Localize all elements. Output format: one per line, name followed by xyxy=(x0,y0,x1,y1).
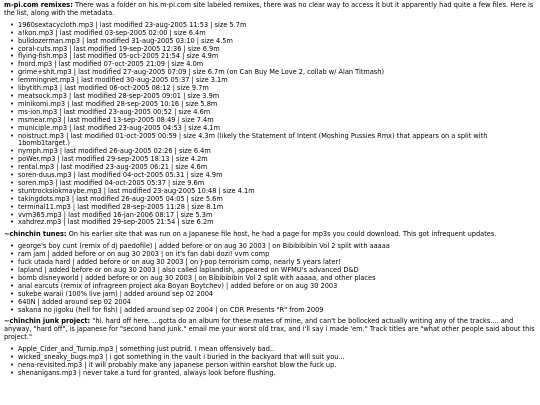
list-item-text: bomb disneyworld | added before or on aug 30 2003 | on Bibibibibin Vol 2 split with aaaaa, and other places xyxy=(18,273,376,282)
list-item-text: fuck utada hard | added before or on aug 30 2003 | on J-pop terrorism comp, nearly 5 years later! xyxy=(18,258,341,267)
list-item-text: sukebe waraii (100% live jam) | added around sep 02 2004 xyxy=(18,289,214,298)
bullet-icon: • xyxy=(10,202,14,211)
bullet-icon: • xyxy=(10,84,14,93)
list-item-text: bulldozerman.mp3 | last modified 31-aug-2005 03:10 | size 4.5m xyxy=(18,36,233,45)
list-item-text: libytith.mp3 | last modified 06-oct-2005 08:12 | size 9.7m xyxy=(18,84,209,93)
list-item-text: lapland | added before or on aug 30 2003 | also called laplandish, appeared on WFMU's advanced D&D xyxy=(18,266,359,274)
bullet-icon: • xyxy=(10,353,14,362)
section-intro xyxy=(4,318,536,342)
bullet-icon: • xyxy=(10,218,14,227)
list-item-text: wicked_sneaky_bugs.mp3 | i got something in the vault i buried in the backyard that will suit you... xyxy=(18,353,345,362)
section-heading: ~chinchin tunes: xyxy=(4,230,67,239)
bullet-icon: • xyxy=(10,289,14,298)
bullet-icon: • xyxy=(10,258,14,267)
bullet-icon: • xyxy=(10,273,14,282)
list-item-text: municiple.mp3 | last modified 23-aug-2005 04:53 | size 4.1m xyxy=(18,123,221,132)
bullet-icon: • xyxy=(10,281,14,290)
bullet-icon: • xyxy=(10,345,14,354)
list-item-text: ram jam | added before or on aug 30 2003 | on it's fan dabi dozi! vvm comp xyxy=(18,250,270,259)
list-item-text: stuntrocksiokmaybe.mp3 | last modified 23-aug-2005 10:48 | size 4.1m xyxy=(18,186,255,195)
list-item xyxy=(10,305,536,315)
section-intro xyxy=(4,231,536,239)
bullet-icon: • xyxy=(10,368,14,377)
list-item-text: takingdots.mp3 | last modified 26-aug-2005 04:05 | size 5.6m xyxy=(18,194,223,203)
bullet-icon: • xyxy=(10,210,14,219)
list-item-text: poWer.mp3 | last modified 29-sep-2005 18:13 | size 4.2m xyxy=(18,155,208,164)
section-chinchin-tunes xyxy=(4,231,536,314)
bullet-icon: • xyxy=(10,99,14,108)
bullet-icon: • xyxy=(10,155,14,164)
bullet-icon: • xyxy=(10,194,14,203)
bullet-icon: • xyxy=(10,44,14,53)
bullet-icon: • xyxy=(10,91,14,100)
list-item-text: sakana no jigoku (hell for fish) | added around sep 02 2004 | on CDR Presents "R" from 2009 xyxy=(18,305,324,314)
list-item-text: fnord.mp3 | last modified 07-oct-2005 21:09 | size 4.0m xyxy=(18,60,204,69)
list-item-text: anal earcuts (remix of infragreen project aka Boyan Boytchev) | added before or on aug 30 2003 xyxy=(18,281,338,290)
section-remixes xyxy=(4,2,536,227)
bullet-icon: • xyxy=(10,163,14,172)
bullet-icon: • xyxy=(10,52,14,61)
section-description: On his earlier site that was run on a Japanese file host, he had a page for mp3s you could download. This got infrequent updates. xyxy=(66,230,497,239)
section-intro xyxy=(4,2,536,18)
section-heading: m-pi.com remixes: xyxy=(4,1,73,9)
list-item-text: 640N | added around sep 02 2004 xyxy=(18,297,132,306)
list-item-text: msmear.mp3 | last modified 13-sep-2005 08:49 | size 7.4m xyxy=(18,115,214,124)
bullet-icon: • xyxy=(10,131,14,140)
file-list xyxy=(4,346,536,378)
list-item-text: 1960sextacycloth.mp3 | last modified 23-aug-2005 11:53 | size 5.7m xyxy=(18,20,247,29)
bullet-icon: • xyxy=(10,360,14,369)
list-item-text: coral-cuts.mp3 | last modified 19-sep-2005 12:36 | size 6.9m xyxy=(18,44,220,53)
bullet-icon: • xyxy=(10,178,14,187)
section-description: There was a folder on his m-pi.com site labeled remixes, there was no clear way to access it but it apparently had quite a few files. Here is the list, along with the metadata. xyxy=(4,1,534,17)
section-junk-project xyxy=(4,318,536,377)
bullet-icon: • xyxy=(10,20,14,29)
bullet-icon: • xyxy=(10,171,14,180)
list-item-text: ms-ion.mp3 | last modified 23-aug-2005 00:52 | size 4.6m xyxy=(18,107,211,116)
section-description: "hi. hard off here. ...gotta do an album for these mates of mine, and can't be bollocked actually writing any of the tracks.... and anyway, "hard off", is japanese for "second hand junk." email me your worst old trax, and i'll say i made 'em." Track titles are "what other people said about this project." xyxy=(4,317,535,342)
bullet-icon: • xyxy=(10,36,14,45)
list-item-text: flying-fish.mp3 | last modified 05-oct-2005 21:54 | size 4.9m xyxy=(18,52,219,61)
section-heading: ~chinchin junk project: xyxy=(4,317,91,326)
bullet-icon: • xyxy=(10,186,14,195)
list-item-text: nena-revisited.mp3 | it will probably make any japanese person within earshot blow the fuck up. xyxy=(18,360,337,369)
list-item-text: grime+shit.mp3 | last modified 27-aug-2005 07:09 | size 6.7m (on Can Buy Me Love 2, collab w/ Alan Titmash) xyxy=(18,68,385,77)
bullet-icon: • xyxy=(10,28,14,37)
bullet-icon: • xyxy=(10,60,14,69)
list-item-text: a!kon.mp3 | last modified 03-sep-2005 02:00 | size 6.4m xyxy=(18,28,206,37)
bullet-icon: • xyxy=(10,250,14,259)
bullet-icon: • xyxy=(10,242,14,251)
bullet-icon: • xyxy=(10,266,14,274)
list-item-text: noistruct.mp3 | last modified 01-oct-2005 00:59 | size 4.3m (likely the Statement of Intent (Moshing Pussies Rmx) that appears on a split with 1bomb1target.) xyxy=(18,131,488,148)
list-item-text: rental.mp3 | last modified 23-aug-2005 06:21 | size 4.6m xyxy=(18,163,208,172)
list-item xyxy=(10,131,536,149)
list-item xyxy=(10,368,536,378)
list-item-text: shenanigans.mp3 | never take a turd for granted, always look before flushing. xyxy=(18,368,276,377)
bullet-icon: • xyxy=(10,76,14,85)
bullet-icon: • xyxy=(10,305,14,314)
bullet-icon: • xyxy=(10,115,14,124)
list-item-text: minikomi.mp3 | last modified 28-sep-2005 10:16 | size 5.8m xyxy=(18,99,218,108)
list-item-text: terminal11.mp3 | last modified 28-sep-2005 11:28 | size 8.1m xyxy=(18,202,224,211)
list-item-text: soren-duus.mp3 | last modified 04-oct-2005 05:31 | size 4.9m xyxy=(18,171,223,180)
list-item-text: Apple_Cider_and_Turnip.mp3 | something just putrid. I mean offensively bad.. xyxy=(18,345,275,354)
list-item-text: soren.mp3 | last modified 04-oct-2005 05:37 | size 9.6m xyxy=(18,178,205,187)
bullet-icon: • xyxy=(10,107,14,116)
file-list xyxy=(4,22,536,228)
bullet-icon: • xyxy=(10,68,14,77)
list-item-text: xahdrez.mp3 | last modified 29-sep-2005 21:54 | size 6.2m xyxy=(18,218,214,227)
bullet-icon: • xyxy=(10,147,14,156)
bullet-icon: • xyxy=(10,123,14,132)
list-item xyxy=(10,218,536,227)
bullet-icon: • xyxy=(10,297,14,306)
list-item-text: nymph.mp3 | last modified 26-aug-2005 02:26 | size 6.4m xyxy=(18,147,211,156)
list-item-text: vvm365.mp3 | last modified 16-jan-2006 08:17 | size 5.3m xyxy=(18,210,213,219)
list-item-text: lemmingnet.mp3 | last modified 30-aug-2005 05:37 | size 3.1m xyxy=(18,76,228,85)
list-item-text: george's boy cunt (remix of dj paedofile) | added before or on aug 30 2003 | on Bibibibibin Vol 2 split with aaaaa xyxy=(18,242,390,251)
list-item-text: meatsock.mp3 | last modified 28-sep-2005 09:01 | size 3.9m xyxy=(18,91,220,100)
file-list xyxy=(4,243,536,314)
